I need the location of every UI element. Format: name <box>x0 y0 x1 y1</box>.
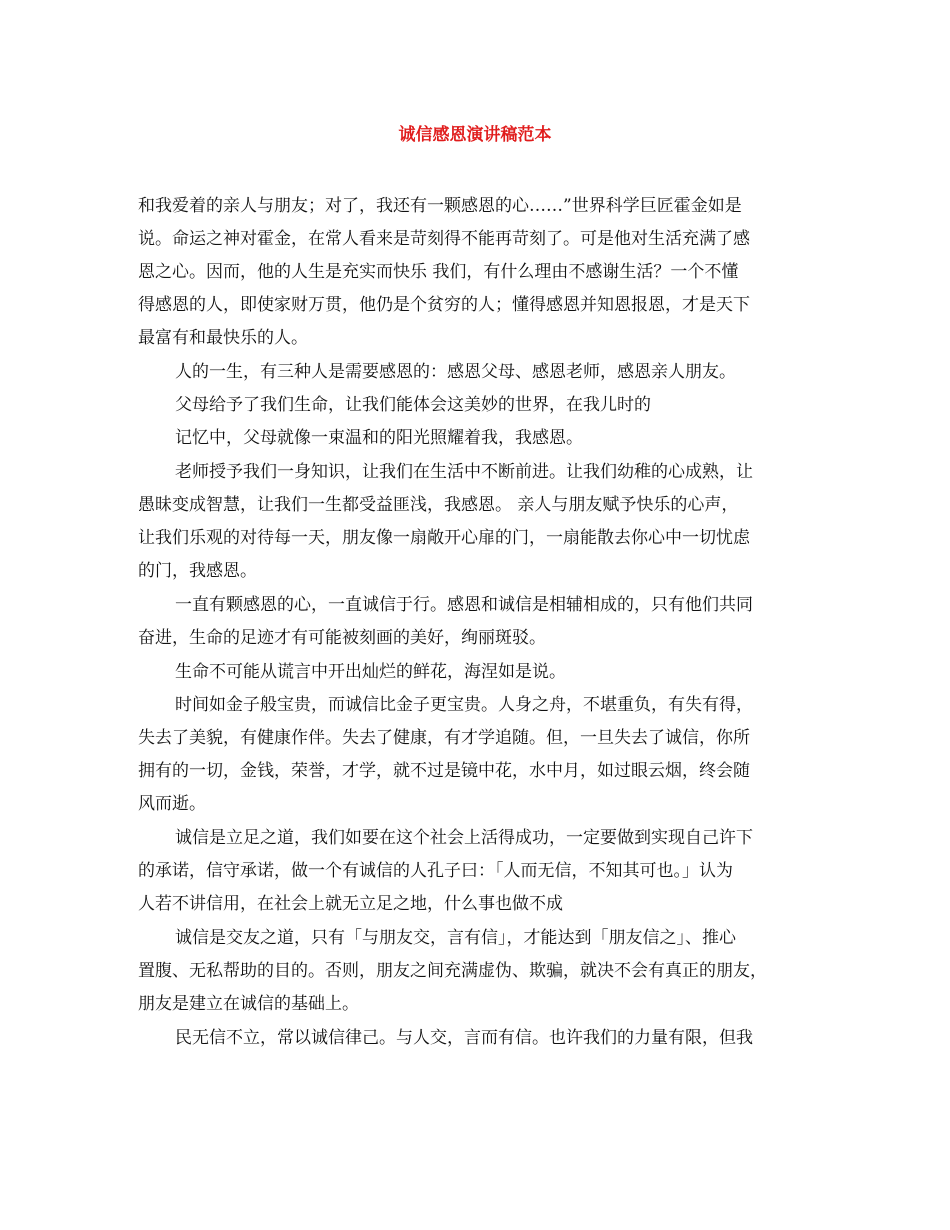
text-line: 生命不可能从谎言中开出灿烂的鲜花，海涅如是说。 <box>175 662 566 682</box>
text-line: 的承诺，信守承诺，做一个有诚信的人孔子曰：「人而无信，不知其可也。」认为 <box>138 861 733 881</box>
text-line: 置腹、无私帮助的目的。否则，朋友之间充满虚伪、欺骗，就决不会有真正的朋友， <box>138 961 767 981</box>
text-line: 让我们乐观的对待每一天，朋友像一扇敞开心扉的门，一扇能散去你心中一切忧虑 <box>138 528 750 548</box>
text-line: 人若不讲信用，在社会上就无立足之地，什么事也做不成 <box>138 894 563 914</box>
document-title: 诚信感恩演讲稿范本 <box>398 125 552 145</box>
text-line: 最富有和最快乐的人。 <box>138 328 308 348</box>
text-line: 朋友是建立在诚信的基础上。 <box>138 994 359 1014</box>
text-line: 一直有颗感恩的心，一直诚信于行。感恩和诚信是相辅相成的，只有他们共同 <box>175 595 753 615</box>
text-line: 的门，我感恩。 <box>138 561 257 581</box>
text-line: 奋进，生命的足迹才有可能被刻画的美好，绚丽斑驳。 <box>138 628 546 648</box>
text-line: 时间如金子般宝贵，而诚信比金子更宝贵。人身之舟，不堪重负，有失有得， <box>175 695 753 715</box>
text-line: 说。命运之神对霍金，在常人看来是苛刻得不能再苛刻了。可是他对生活充满了感 <box>138 229 750 249</box>
text-line: 父母给予了我们生命，让我们能体会这美妙的世界，在我儿时的 <box>175 395 651 415</box>
text-line: 愚昧变成智慧，让我们一生都受益匪浅，我感恩。 亲人与朋友赋予快乐的心声， <box>138 495 739 515</box>
text-line: 风而逝。 <box>138 794 206 814</box>
text-line: 拥有的一切，金钱，荣誉，才学，就不过是镜中花，水中月，如过眼云烟，终会随 <box>138 761 750 781</box>
text-line: 诚信是立足之道，我们如要在这个社会上活得成功，一定要做到实现自己许下 <box>175 828 753 848</box>
text-line: 民无信不立，常以诚信律己。与人交，言而有信。也许我们的力量有限，但我 <box>175 1028 753 1048</box>
text-line: 失去了美貌，有健康作伴。失去了健康，有才学追随。但，一旦失去了诚信，你所 <box>138 728 750 748</box>
text-line: 得感恩的人，即使家财万贯，他仍是个贫穷的人；懂得感恩并知恩报恩，才是天下 <box>138 295 750 315</box>
text-line: 和我爱着的亲人与朋友；对了，我还有一颗感恩的心……”世界科学巨匠霍金如是 <box>138 196 742 216</box>
text-line: 记忆中，父母就像一束温和的阳光照耀着我，我感恩。 <box>175 428 583 448</box>
text-line: 恩之心。因而，他的人生是充实而快乐 我们，有什么理由不感谢生活？一个不懂 <box>138 262 739 282</box>
text-line: 老师授予我们一身知识，让我们在生活中不断前进。让我们幼稚的心成熟，让 <box>175 462 753 482</box>
text-line: 诚信是交友之道，只有「与朋友交，言有信」，才能达到「朋友信之」、推心 <box>175 928 736 948</box>
text-line: 人的一生，有三种人是需要感恩的：感恩父母、感恩老师，感恩亲人朋友。 <box>175 362 736 382</box>
